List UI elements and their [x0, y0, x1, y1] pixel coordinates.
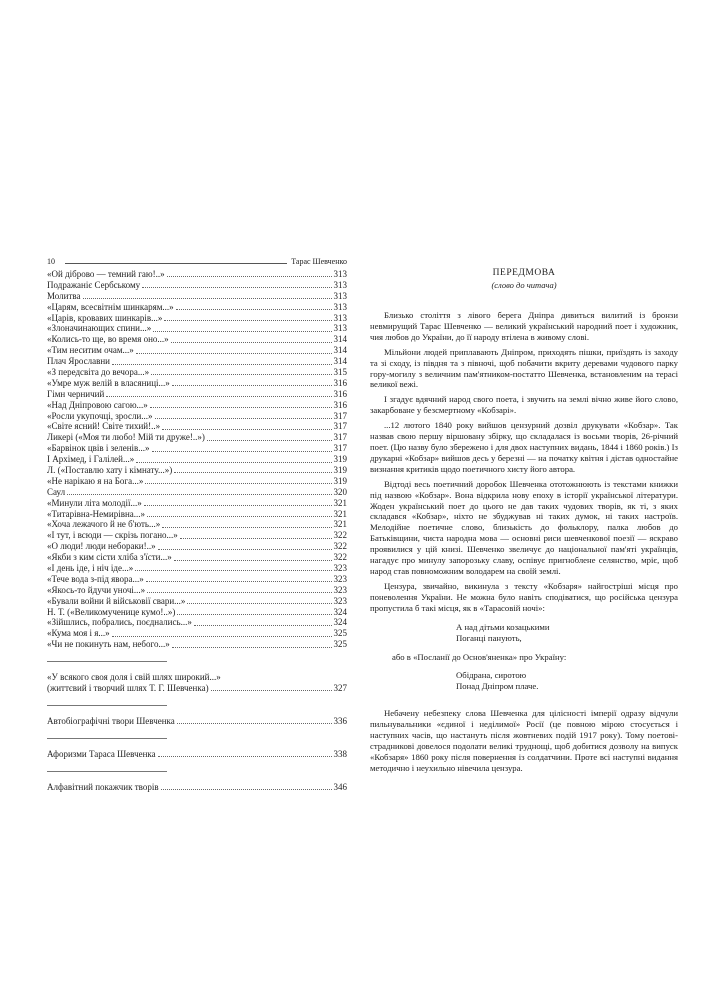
toc-entry-page: 313: [333, 279, 347, 290]
preface-paragraph: Відтоді весь поетичний доробок Шевченка ототожнюють із текстами книжки під назвою «Кобзар». Вона відкрила нову епоху в історії української літератури. Жоден український поет до цього не дав таких чудових творів, як ті, з яких складався «Кобзар», ніхто не збуджував ні таких думок, ні таких настроїв. Мелодійне поетичне слово, близькість до фольклору, палка любов до Батьківщини, чиста народна мова — основні риси шевченкової поезії — яскраво проявилися у цій книзі. Шевченко звеличує до національної пам'яті українців, нагадує про минулу запорозьку славу, оспівує пригноблене селянство, мріє, щоб народ став повноможним володарем на своїй землі.: [370, 478, 678, 576]
toc-entry[interactable]: [47, 607, 347, 618]
toc-entry[interactable]: [47, 487, 347, 498]
toc-entry[interactable]: [47, 618, 347, 629]
preface-title: ПЕРЕДМОВА: [492, 268, 556, 278]
toc-entry[interactable]: [47, 302, 347, 313]
toc-entry-page: 316: [333, 388, 347, 399]
toc-entry-page: 338: [333, 748, 347, 759]
toc-entry-page: 324: [333, 617, 347, 628]
toc-entry-page: 327: [333, 683, 347, 694]
toc-entry[interactable]: [47, 639, 347, 650]
toc-entry-title: «Якби з ким сісти хліба з'їсти...»: [47, 552, 172, 563]
poem-line: А над дітьми козацькими: [456, 621, 550, 632]
toc-entry-page: 321: [333, 497, 347, 508]
toc-entry-title: «Над Дніпровою сагою...»: [47, 399, 148, 410]
toc-entry[interactable]: [47, 345, 347, 356]
toc-entry[interactable]: [47, 574, 347, 585]
toc-entry-page: 313: [333, 290, 347, 301]
toc-entry-title: «Якось-то йдучи уночі...»: [47, 584, 146, 595]
toc-entry-page: 317: [333, 421, 347, 432]
toc-entry-page: 323: [333, 563, 347, 574]
toc-entry-page: 314: [333, 356, 347, 367]
toc-entry-title: «Минули літа молодії...»: [47, 497, 142, 508]
preface-paragraph: Близько століття з лівого берега Дніпра дивиться вилитий із бронзи невмирущий Тарас Шевченко — великий український народний поет і художник, чия любов до України, до її народу втілена в живому слові.: [370, 310, 678, 342]
poem-line: Понад Дніпром плаче.: [456, 681, 539, 692]
toc-entry-title: Л. («Поставлю хату і кімнату...»): [47, 465, 173, 476]
toc-entry-title: Гімн черничий: [47, 388, 105, 399]
toc-entry-title: «Чи не покинуть нам, небого...»: [47, 639, 170, 650]
toc-entry-title: «Барвінок цвів і зеленів...»: [47, 443, 150, 454]
toc-entry[interactable]: [47, 552, 347, 563]
left-page: [47, 256, 347, 793]
toc-section-entry[interactable]: [47, 782, 347, 793]
running-header: [47, 256, 347, 266]
preface-body: [370, 310, 678, 614]
toc-entry-page: 323: [333, 573, 347, 584]
toc-section-entry[interactable]: [47, 749, 347, 760]
toc-entry-title: «Хоча лежачого й не б'ють...»: [47, 519, 161, 530]
preface-paragraph: І згадує вдячний народ свого поета, і звучить на землі вічно живе його слово, закарбоване у безсмертному «Кобзарі».: [370, 394, 678, 416]
preface-paragraph: ...12 лютого 1840 року вийшов цензурний дозвіл друкувати «Кобзар». Так назвав свою першу віршовану збірку, що складалася із восьми творів, 26-річний поет. (Цю назву було збережено і для двох наступних видань, 1844 і 1860 років.) Із друкарні «Кобзар» вийшов десь у березні — на початку квітня і дістав одностайне визнання критиків щодо поетичного хисту його автора.: [370, 420, 678, 474]
toc-entry-page: 322: [333, 530, 347, 541]
toc-entry-page: 313: [333, 323, 347, 334]
poem-quote: [456, 622, 678, 644]
toc-entry-title: «О люди! люди небораки!..»: [47, 541, 156, 552]
toc-entry[interactable]: [47, 400, 347, 411]
toc-entry[interactable]: [47, 596, 347, 607]
toc-entry-title: «Царям, всесвітнім шинкарям...»: [47, 301, 174, 312]
table-of-contents: [47, 269, 347, 650]
toc-entry-title: Ликері («Моя ти любо! Мій ти друже!..»): [47, 432, 205, 443]
toc-entry-page: 314: [333, 334, 347, 345]
toc-entry-title: Плач Ярославни: [47, 356, 110, 367]
toc-entry[interactable]: [47, 628, 347, 639]
toc-entry-page: 313: [333, 312, 347, 323]
toc-entry-page: 317: [333, 443, 347, 454]
poem-quote: [456, 670, 678, 692]
toc-entry-title: Автобіографічні твори Шевченка: [47, 715, 175, 726]
preface-paragraph: Цензура, звичайно, викинула з тексту «Кобзаря» найгостріші місця про поневолення України. Не можна було навіть сподіватися, що російська цензура пропустила б такі місця, як в «Тарасовій ночі»:: [370, 580, 678, 613]
toc-entry-page: 313: [333, 268, 347, 279]
toc-divider: [47, 661, 167, 662]
toc-entry-page: 321: [333, 519, 347, 530]
toc-entry-title: «Бували войни й військовії свари...»: [47, 595, 186, 606]
toc-entry-title: Алфавітний покажчик творів: [47, 781, 159, 792]
toc-entry-page: 313: [333, 301, 347, 312]
toc-entry-title: «Тим неситим очам...»: [47, 345, 134, 356]
toc-entry-title: «І день іде, і ніч іде...»: [47, 563, 134, 574]
toc-entry-page: 321: [333, 508, 347, 519]
toc-entry-title: «Ой діброво — темний гаю!..»: [47, 268, 165, 279]
toc-entry-title: (життєвий і творчий шлях Т. Г. Шевченка): [47, 683, 209, 694]
toc-entry-page: 317: [333, 410, 347, 421]
header-rule: [65, 263, 287, 264]
toc-entry[interactable]: [47, 378, 347, 389]
toc-entry-title: «І тут, і всюди — скрізь погано...»: [47, 530, 178, 541]
toc-entry-title: І Архімед, і Галілей...»: [47, 454, 135, 465]
toc-entry[interactable]: [47, 421, 347, 432]
toc-entry-title: «Зійшлись, побрались, поєднались...»: [47, 617, 192, 628]
toc-entry[interactable]: [47, 291, 347, 302]
running-head-author: Тарас Шевченко: [291, 257, 347, 266]
toc-entry[interactable]: [47, 454, 347, 465]
toc-biography-entry[interactable]: [47, 672, 347, 694]
toc-entry-title: «Кума моя і я...»: [47, 628, 110, 639]
poem-line: Обідрана, сиротою: [456, 670, 527, 681]
toc-entry[interactable]: [47, 585, 347, 596]
toc-entry-title: «Колись-то ще, во время оно...»: [47, 334, 169, 345]
toc-entry-page: 319: [333, 465, 347, 476]
toc-entry[interactable]: [47, 269, 347, 280]
toc-entry[interactable]: [47, 519, 347, 530]
toc-entry[interactable]: [47, 313, 347, 324]
toc-entry-page: 325: [333, 639, 347, 650]
toc-section-entry[interactable]: [47, 716, 347, 727]
toc-entry-page: 323: [333, 584, 347, 595]
toc-entry[interactable]: [47, 280, 347, 291]
page-number: 10: [47, 257, 55, 266]
toc-entry[interactable]: [47, 498, 347, 509]
toc-entry-page: 346: [333, 781, 347, 792]
bridge-text: або в «Посланії до Основ'яненка» про Україну:: [392, 651, 567, 662]
toc-entry-page: 317: [333, 432, 347, 443]
toc-entry-title: Афоризми Тараса Шевченка: [47, 748, 156, 759]
toc-entry-title: «Умре муж велій в власяниці...»: [47, 377, 170, 388]
toc-entry[interactable]: [47, 530, 347, 541]
toc-entry-title: Саул: [47, 486, 66, 497]
toc-entry[interactable]: [47, 367, 347, 378]
toc-entry-page: 316: [333, 377, 347, 388]
poem-line: Поганці панують,: [456, 632, 522, 643]
toc-entry-title: «У всякого своя доля і свій шлях широкий...»: [47, 672, 221, 683]
preface-body: [370, 708, 678, 773]
toc-entry-title: «Не нарікаю я на Бога...»: [47, 475, 144, 486]
toc-entry[interactable]: [47, 389, 347, 400]
toc-entry-title: «Світе ясний! Світе тихий!..»: [47, 421, 161, 432]
toc-entry-title: «Титарівна-Немирівна...»: [47, 508, 146, 519]
preface-paragraph: Небачену небезпеку слова Шевченка для цілісності імперії одразу відчули пильнувальники «єдиної і неділимої» Росії (це повною мірою стосується і наступних часів, що настануть після жовтневих подій 1917 року). Тому поетові-страдникові довелося подолати великі труднощі, щоб добитися дозволу на випуск «Кобзаря» 1860 року після повернення із солдатчини. Проте всі наступні видання методично і неухильно нівечила цензура.: [370, 708, 678, 773]
toc-entry-title: «Злоначинающих спини...»: [47, 323, 152, 334]
toc-entry[interactable]: [47, 411, 347, 422]
toc-divider: [47, 738, 167, 739]
toc-entry[interactable]: [47, 509, 347, 520]
preface-subtitle: (слово до читача): [491, 280, 557, 290]
toc-entry-title: «Царів, кровавих шинкарів...»: [47, 312, 163, 323]
toc-entry[interactable]: [47, 443, 347, 454]
toc-entry[interactable]: [47, 541, 347, 552]
toc-entry[interactable]: [47, 476, 347, 487]
toc-entry-page: 323: [333, 595, 347, 606]
toc-entry-page: 319: [333, 454, 347, 465]
toc-entry-page: 322: [333, 552, 347, 563]
toc-entry-page: 316: [333, 399, 347, 410]
toc-entry[interactable]: [47, 465, 347, 476]
toc-entry-title: «З передсвіта до вечора...»: [47, 367, 150, 377]
toc-entry-page: 319: [333, 475, 347, 486]
toc-entry[interactable]: [47, 323, 347, 334]
toc-entry-page: 320: [333, 486, 347, 497]
toc-entry-title: «Тече вода з-під явора...»: [47, 573, 144, 584]
toc-entry-title: Молитва: [47, 290, 81, 301]
toc-entry-title: Н. Т. («Великомученице кумо!..»): [47, 606, 176, 617]
toc-entry[interactable]: [47, 356, 347, 367]
toc-entry-page: 315: [333, 367, 347, 377]
toc-entry-title: «Росли укупочці, зросли...»: [47, 410, 153, 421]
toc-entry[interactable]: [47, 334, 347, 345]
preface-paragraph: Мільйони людей приплавають Дніпром, приходять пішки, приїздять із заходу та зі сходу, із півдня та з півночі, щоб побачити вкриту деревами чудового парку гору-могилу з величним пам'ятником-постатто Шевченка, встановленим на терасі великої вежі.: [370, 346, 678, 390]
toc-divider: [47, 771, 167, 772]
toc-entry-page: 325: [333, 628, 347, 639]
toc-entry-page: 336: [333, 715, 347, 726]
toc-entry-page: 324: [333, 606, 347, 617]
toc-divider: [47, 705, 167, 706]
toc-entry-title: Подражаніє Сербському: [47, 279, 141, 290]
toc-entry[interactable]: [47, 563, 347, 574]
right-page: [370, 256, 678, 778]
toc-entry-page: 314: [333, 345, 347, 356]
toc-entry[interactable]: [47, 432, 347, 443]
toc-entry-page: 322: [333, 541, 347, 552]
